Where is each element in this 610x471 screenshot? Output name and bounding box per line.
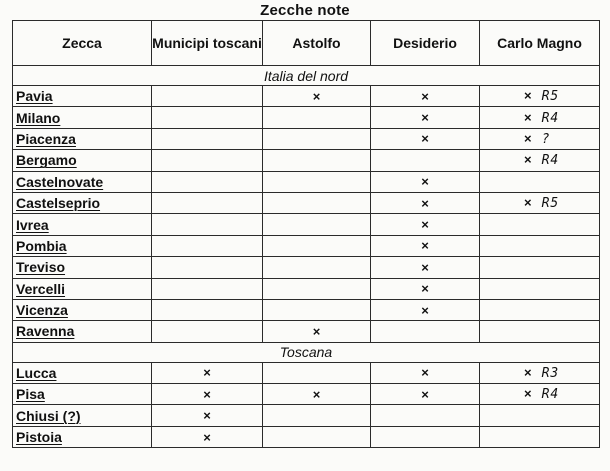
mark-cross: × bbox=[421, 238, 429, 254]
mark-cross: × bbox=[203, 365, 211, 381]
table-row bbox=[13, 214, 600, 235]
mark-cross: × bbox=[421, 365, 429, 381]
carlo-magno-cell bbox=[480, 128, 600, 149]
mint-name: Chiusi (?) bbox=[13, 405, 152, 426]
table-row bbox=[13, 86, 600, 107]
mint-name: Milano bbox=[13, 107, 152, 128]
mark-cell bbox=[152, 299, 263, 320]
mark-cell bbox=[263, 321, 371, 342]
table-row bbox=[13, 107, 600, 128]
mark-cross: × bbox=[421, 131, 429, 147]
carlo-magno-cell bbox=[480, 235, 600, 256]
carlo-magno-cell bbox=[480, 86, 600, 107]
carlo-magno-cell bbox=[480, 150, 600, 171]
mark-cross: × bbox=[203, 408, 211, 424]
column-header-astolfo: Astolfo bbox=[263, 21, 371, 66]
mark-cross: × bbox=[421, 174, 429, 190]
mark-cell bbox=[263, 128, 371, 149]
carlo-magno-cell bbox=[480, 192, 600, 213]
mints-table bbox=[12, 20, 600, 448]
mark-cross: × bbox=[421, 259, 429, 275]
table-row bbox=[13, 235, 600, 256]
rarity-note: R4 bbox=[541, 110, 560, 126]
mark-cross: × bbox=[421, 302, 429, 318]
mark-cell bbox=[371, 299, 480, 320]
carlo-magno-cell bbox=[480, 171, 600, 192]
mark-cell bbox=[152, 257, 263, 278]
mark-cell bbox=[263, 405, 371, 426]
table-body bbox=[13, 66, 600, 448]
rarity-note: R5 bbox=[541, 196, 560, 212]
mark-cell bbox=[371, 150, 480, 171]
mint-name: Pistoia bbox=[13, 426, 152, 447]
mark-cell bbox=[371, 362, 480, 383]
mark-cell bbox=[371, 321, 480, 342]
section-row bbox=[13, 66, 600, 86]
mark-cell bbox=[371, 235, 480, 256]
carlo-magno-cell bbox=[480, 257, 600, 278]
rarity-note: R3 bbox=[541, 365, 560, 381]
mark-cross: × bbox=[524, 152, 532, 168]
section-label: Italia del nord bbox=[13, 66, 600, 86]
carlo-magno-cell bbox=[480, 299, 600, 320]
mark-cell bbox=[152, 235, 263, 256]
mark-cell bbox=[263, 86, 371, 107]
mint-name: Ravenna bbox=[13, 321, 152, 342]
mint-name: Vicenza bbox=[13, 299, 152, 320]
mark-cell bbox=[152, 384, 263, 405]
table-row bbox=[13, 192, 600, 213]
table-row bbox=[13, 278, 600, 299]
mark-cell bbox=[371, 384, 480, 405]
mark-cell bbox=[263, 278, 371, 299]
table-row bbox=[13, 384, 600, 405]
mark-cell bbox=[152, 107, 263, 128]
mark-cross: × bbox=[203, 429, 211, 445]
rarity-note: R4 bbox=[541, 153, 560, 169]
mark-cell bbox=[371, 405, 480, 426]
mark-cell bbox=[152, 278, 263, 299]
mark-cross: × bbox=[524, 109, 532, 125]
mark-cell bbox=[263, 426, 371, 447]
mark-cell bbox=[371, 107, 480, 128]
table-title: Zecche note bbox=[260, 2, 350, 19]
mark-cross: × bbox=[421, 281, 429, 297]
mark-cross: × bbox=[421, 110, 429, 126]
mark-cross: × bbox=[312, 323, 321, 339]
mark-cross: × bbox=[421, 386, 429, 402]
carlo-magno-cell bbox=[480, 362, 600, 383]
mark-cell bbox=[371, 86, 480, 107]
mark-cell bbox=[152, 86, 263, 107]
mark-cell bbox=[263, 107, 371, 128]
table-row bbox=[13, 171, 600, 192]
mark-cell bbox=[263, 235, 371, 256]
column-header-desiderio: Desiderio bbox=[371, 21, 480, 66]
mark-cell bbox=[152, 150, 263, 171]
table-row bbox=[13, 405, 600, 426]
mint-name: Castelnovate bbox=[13, 171, 152, 192]
mark-cross: × bbox=[312, 386, 321, 402]
mark-cross: × bbox=[203, 386, 211, 402]
table-row bbox=[13, 362, 600, 383]
mark-cell bbox=[371, 192, 480, 213]
mint-name: Pisa bbox=[13, 384, 152, 405]
mark-cell bbox=[263, 192, 371, 213]
mint-name: Ivrea bbox=[13, 214, 152, 235]
carlo-magno-cell bbox=[480, 214, 600, 235]
mark-cell bbox=[152, 192, 263, 213]
mint-name: Treviso bbox=[13, 257, 152, 278]
mark-cell bbox=[371, 426, 480, 447]
mark-cell bbox=[371, 278, 480, 299]
header-row bbox=[13, 21, 600, 66]
column-header-zecca: Zecca bbox=[13, 21, 152, 66]
mark-cell bbox=[152, 214, 263, 235]
mark-cell bbox=[152, 321, 263, 342]
mark-cell bbox=[371, 171, 480, 192]
table-row bbox=[13, 150, 600, 171]
mark-cell bbox=[371, 128, 480, 149]
mint-name: Piacenza bbox=[13, 128, 152, 149]
mark-cross: × bbox=[421, 217, 429, 233]
mark-cell bbox=[263, 257, 371, 278]
column-header-municipi-toscani: Municipi toscani bbox=[152, 21, 263, 66]
mark-cell bbox=[263, 214, 371, 235]
carlo-magno-cell bbox=[480, 321, 600, 342]
mint-name: Castelseprio bbox=[13, 192, 152, 213]
table-row bbox=[13, 299, 600, 320]
table-row bbox=[13, 426, 600, 447]
mark-cross: × bbox=[421, 195, 429, 211]
section-row bbox=[13, 342, 600, 362]
mark-cross: × bbox=[312, 88, 321, 104]
mark-cross: × bbox=[524, 130, 532, 146]
carlo-magno-cell bbox=[480, 278, 600, 299]
mark-cell bbox=[263, 384, 371, 405]
carlo-magno-cell bbox=[480, 426, 600, 447]
mark-cell bbox=[263, 150, 371, 171]
section-label: Toscana bbox=[13, 342, 600, 362]
rarity-note: R5 bbox=[541, 89, 560, 105]
table-row bbox=[13, 128, 600, 149]
mark-cell bbox=[263, 362, 371, 383]
rarity-note: R4 bbox=[541, 387, 560, 403]
carlo-magno-cell bbox=[480, 384, 600, 405]
mark-cell bbox=[152, 426, 263, 447]
mark-cross: × bbox=[421, 88, 429, 104]
mark-cell bbox=[263, 171, 371, 192]
table-row bbox=[13, 321, 600, 342]
mint-name: Bergamo bbox=[13, 150, 152, 171]
mark-cell bbox=[371, 257, 480, 278]
mark-cell bbox=[152, 405, 263, 426]
mint-name: Vercelli bbox=[13, 278, 152, 299]
mark-cross: × bbox=[524, 195, 532, 211]
table-row bbox=[13, 257, 600, 278]
mark-cross: × bbox=[524, 364, 532, 380]
rarity-note: ? bbox=[541, 131, 551, 147]
mark-cell bbox=[152, 362, 263, 383]
mark-cross: × bbox=[524, 88, 532, 104]
column-header-carlo-magno: Carlo Magno bbox=[480, 21, 600, 66]
mark-cell bbox=[263, 299, 371, 320]
mark-cell bbox=[371, 214, 480, 235]
mark-cross: × bbox=[524, 386, 532, 402]
mint-name: Pavia bbox=[13, 86, 152, 107]
mint-name: Lucca bbox=[13, 362, 152, 383]
mark-cell bbox=[152, 128, 263, 149]
carlo-magno-cell bbox=[480, 405, 600, 426]
mark-cell bbox=[152, 171, 263, 192]
mint-name: Pombia bbox=[13, 235, 152, 256]
carlo-magno-cell bbox=[480, 107, 600, 128]
